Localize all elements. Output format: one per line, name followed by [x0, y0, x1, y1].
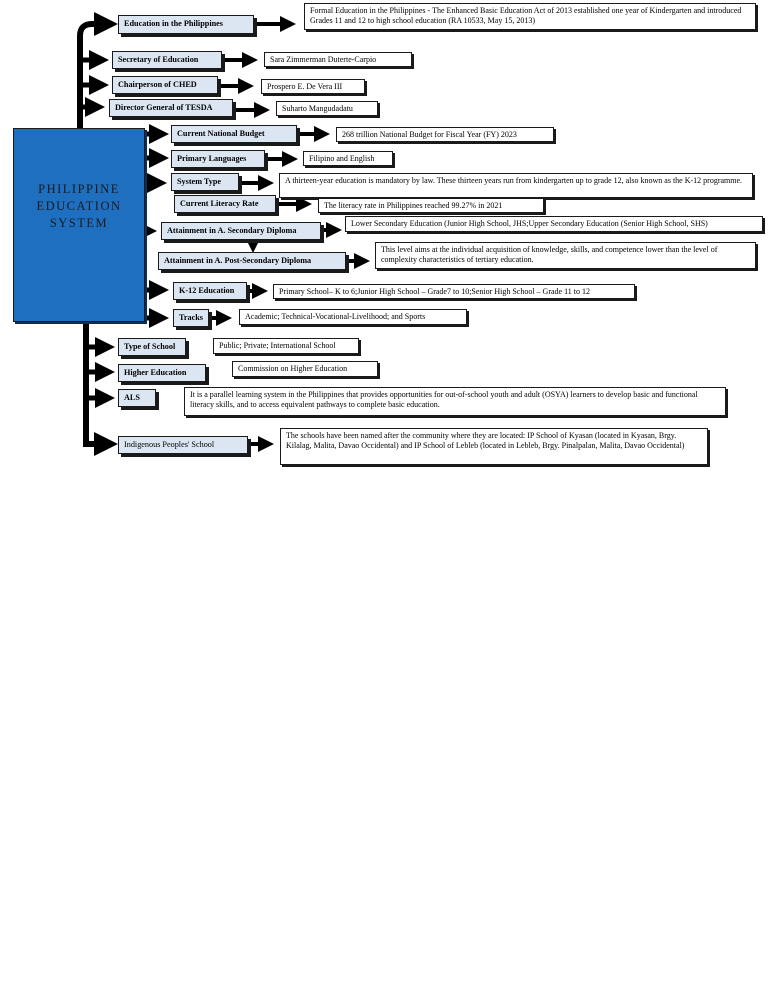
value-budget: 268 trillion National Budget for Fiscal Year (FY) 2023 [336, 127, 554, 142]
node-k12: K-12 Education [173, 282, 247, 300]
node-higher-ed: Higher Education [118, 364, 206, 382]
value-higher-ed: Commission on Higher Education [232, 361, 378, 377]
central-title-line-3: SYSTEM [49, 216, 109, 230]
node-tesda: Director General of TESDA [109, 99, 233, 117]
node-education-in-ph: Education in the Philippines [118, 15, 254, 34]
value-ched: Prospero E. De Vera III [261, 79, 365, 94]
trunk-upper-arrow [80, 24, 112, 128]
trunk-lower-arrow [86, 322, 112, 444]
value-literacy: The literacy rate in Philippines reached 99.27% in 2021 [318, 198, 544, 213]
node-post-secondary: Attainment in A. Post-Secondary Diploma [158, 252, 346, 270]
node-secretary: Secretary of Education [112, 51, 222, 69]
value-education-in-ph: Formal Education in the Philippines - The Enhanced Basic Education Act of 2013 established one year of Kindergarten and introduced Grades 11 and 12 to high school education (RA 10533, May 15, 2013) [304, 3, 756, 30]
value-tracks: Academic; Technical-Vocational-Livelihood; and Sports [239, 309, 467, 325]
value-secretary: Sara Zimmerman Duterte-Carpio [264, 52, 412, 67]
node-school-type: Type of School [118, 338, 186, 356]
value-post-secondary: This level aims at the individual acquisition of knowledge, skills, and competence lower than the level of complexity characteristics of tertiary education. [375, 242, 756, 269]
value-system-type: A thirteen-year education is mandatory by law. These thirteen years run from kindergarten up to grade 12, also known as the K-12 programme. [279, 173, 753, 198]
node-secondary: Attainment in A. Secondary Diploma [161, 222, 321, 240]
node-ip-school: Indigenous Peoples' School [118, 436, 248, 454]
central-title-line-2: EDUCATION [36, 199, 122, 213]
value-tesda: Suharto Mangudadatu [276, 101, 378, 116]
value-ip-school: The schools have been named after the community where they are located: IP School of Kyasan (located in Kyasan, Brgy. Kilalag, Malita, Davao Occidental) and IP School of Lebleb (located in Lebleb, Brgy. Pinalpalan, Malita, Davao Occidental) [280, 428, 708, 465]
value-als: It is a parallel learning system in the Philippines that provides opportunities for out-of-school youth and adult (OSYA) learners to develop basic and functional literacy skills, and to access equivalent pathways to complete basic education. [184, 387, 726, 416]
node-literacy: Current Literacy Rate [174, 195, 276, 213]
value-secondary: Lower Secondary Education (Junior High School, JHS;Upper Secondary Education (Senior High School, SHS) [345, 216, 763, 232]
node-als: ALS [118, 389, 156, 407]
node-ched: Chairperson of CHED [112, 76, 218, 94]
node-tracks: Tracks [173, 309, 209, 327]
central-title-box [13, 128, 145, 322]
value-k12: Primary School– K to 6;Junior High School – Grade7 to 10;Senior High School – Grade 11 to 12 [273, 284, 635, 299]
value-school-type: Public; Private; International School [213, 338, 359, 354]
value-languages: Filipino and English [303, 151, 393, 166]
node-languages: Primary Languages [171, 150, 265, 168]
node-system-type: System Type [171, 173, 239, 191]
node-budget: Current National Budget [171, 125, 297, 143]
central-title-line-1: PHILIPPINE [38, 182, 120, 196]
